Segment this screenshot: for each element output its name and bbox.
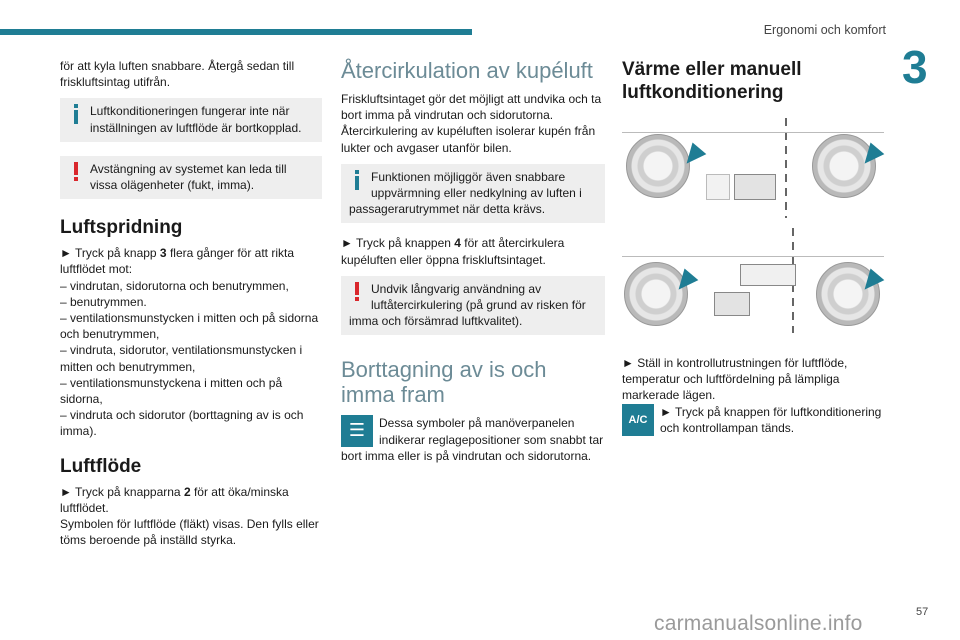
- spread-list: [60, 278, 322, 440]
- page-number: 57: [916, 606, 929, 618]
- ac-icon: A/C: [622, 404, 654, 436]
- list-item: – vindruta och sidorutor (borttagning av is och imma).: [60, 408, 304, 439]
- info-note-2-first: Funktionen möjliggör även snabbare uppvärmning eller nedkylning av luften i: [371, 169, 582, 201]
- heading-luftflode: Luftflöde: [60, 455, 142, 477]
- warning-note-2: [341, 276, 605, 336]
- warning-icon: [70, 162, 82, 181]
- heading-varme: Värme eller manuell luftkonditionering: [622, 59, 802, 103]
- defrost-text: Dessa symboler på manöverpanelen indikerar reglagepositioner som snabbt tar bort imma eller is på vindrutan och sidorutorna.: [341, 416, 604, 463]
- heading-atercirkulation: Återcirkulation av kupéluft: [341, 58, 593, 83]
- recirc-instruction: ► Tryck på knappen 4 för att återcirkulera kupéluften eller öppna friskluftsintaget.: [341, 236, 565, 267]
- recirculation-button: [734, 174, 776, 200]
- figure-divider: [785, 118, 787, 218]
- flow-instruction: ► Tryck på knapparna 2 för att öka/minska luftflödet.: [60, 484, 289, 515]
- info-note-text: Luftkonditioneringen fungerar inte när inställningen av luftflöde är bortkopplad.: [90, 104, 302, 135]
- panel-button: [706, 174, 730, 200]
- warning-note-text: Avstängning av systemet kan leda till vissa olägenheter (fukt, imma).: [90, 161, 287, 193]
- chapter-number: 3: [902, 41, 928, 93]
- info-note-2-rest: passagerarutrymmet när detta krävs.: [349, 202, 546, 217]
- list-item: – vindruta, sidorutor, ventilationsmunstycken i mitten och benutrymmen,: [60, 343, 303, 374]
- info-note: [60, 98, 322, 141]
- warning-note-2-rest: imma och försämrad luftkvalitet).: [349, 314, 523, 329]
- list-item: – vindrutan, sidorutorna och benutrymmen,: [60, 278, 289, 293]
- windshield-defrost-icon: ☰: [341, 415, 373, 447]
- watermark: carmanualsonline.info: [654, 612, 863, 635]
- warning-note: [60, 156, 322, 199]
- heading-luftspridning: Luftspridning: [60, 217, 183, 239]
- list-item: – ventilationsmunstycken i mitten och på sidorna och benutrymmen,: [60, 311, 319, 342]
- column-3: [622, 58, 884, 436]
- info-note-2: [341, 164, 605, 224]
- column-1: [60, 58, 322, 556]
- chapter-title: Ergonomi och komfort: [763, 23, 886, 37]
- step-1: ► Ställ in kontrollutrustningen för luftflöde, temperatur och luftfördelning på lämpliga markerade lägen.: [622, 356, 848, 403]
- spread-instruction: ► Tryck på knapp 3 flera gånger för att rikta luftflödet mot:: [60, 246, 295, 277]
- step-2: ► Tryck på knappen för luftkonditionering och kontrollampan tänds.: [660, 404, 882, 435]
- column-2: [341, 58, 605, 464]
- control-panel-figure-2: [622, 228, 884, 333]
- list-item: – ventilationsmunstyckena i mitten och på sidorna,: [60, 375, 283, 407]
- warning-note-2-first: Undvik långvarig användning av luftåtercirkulering (på grund av risken för: [371, 281, 586, 313]
- ac-button: [740, 264, 796, 286]
- recirc-text: Friskluftsintaget gör det möjligt att undvika och ta bort imma på vindrutan och sidorutorna. Återcirkulering av kupéluften isolerar kupén från lukter och avgaser utanför bilen.: [341, 92, 602, 155]
- info-icon: [351, 170, 363, 190]
- flow-text: Symbolen för luftflöde (fläkt) visas. Den fylls eller töms beroende på inställd styrka.: [60, 517, 319, 548]
- temperature-knob: [626, 134, 690, 198]
- heading-borttagning: Borttagning av is och imma fram: [341, 357, 547, 408]
- warning-icon: [351, 282, 363, 301]
- intro-text: för att kyla luften snabbare. Återgå sedan till friskluftsintag utifrån.: [60, 59, 295, 90]
- recirculation-button: [714, 292, 750, 316]
- list-item: – benutrymmen.: [60, 294, 147, 309]
- control-panel-figure-1: [622, 118, 884, 218]
- defrost-block: [341, 415, 605, 464]
- ac-step-block: [622, 404, 884, 436]
- info-icon: [70, 104, 82, 124]
- temperature-knob: [624, 262, 688, 326]
- header-accent-bar: [0, 29, 472, 35]
